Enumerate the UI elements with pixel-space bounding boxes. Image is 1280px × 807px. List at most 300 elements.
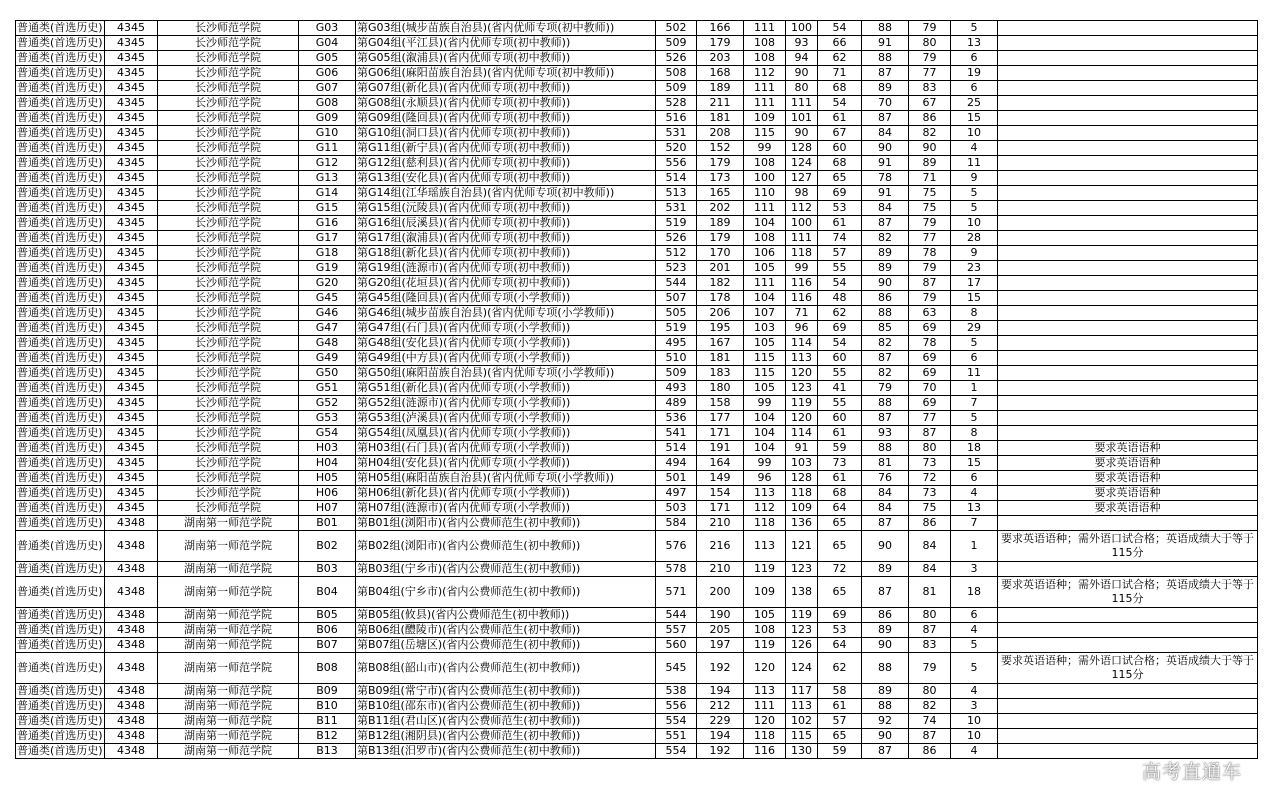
cell-category: 普通类(首选历史): [17, 471, 103, 484]
table-row: [16, 562, 1258, 577]
cell-group-name: 第H07组(涟源市)(省内优师专项(小学教师)): [356, 501, 656, 516]
cell-group-code: B12: [299, 729, 356, 744]
cell-group-name: 第G08组(永顺县)(省内优师专项(初中教师)): [356, 96, 656, 111]
cell-score-b: 123: [786, 562, 818, 577]
cell-score-e: 79: [909, 21, 951, 36]
cell-category: 普通类(首选历史): [17, 36, 103, 49]
cell-rank-score: 170: [697, 246, 744, 261]
table-row: [16, 471, 1258, 486]
cell-plan-count: 6: [951, 608, 998, 623]
cell-school-name: 湖南第一师范学院: [158, 623, 299, 638]
cell-score-e: 83: [909, 638, 951, 653]
table-row: [16, 306, 1258, 321]
cell-category: 普通类(首选历史): [17, 501, 103, 514]
cell-school-code: 4348: [105, 531, 158, 562]
cell-group-name: 第H04组(安化县)(省内优师专项(小学教师)): [356, 456, 656, 471]
cell-rank-score: 183: [697, 366, 744, 381]
cell-note: 要求英语语种；需外语口试合格；英语成绩大于等于115分: [998, 531, 1258, 562]
cell-rank-score: 192: [697, 744, 744, 759]
cell-school-name: 湖南第一师范学院: [158, 577, 299, 608]
cell-score-c: 54: [818, 96, 862, 111]
cell-group-name: 第G16组(辰溪县)(省内优师专项(初中教师)): [356, 216, 656, 231]
cell-score-e: 77: [909, 66, 951, 81]
cell-score-a: 107: [744, 306, 786, 321]
cell-score-d: 86: [862, 291, 909, 306]
cell-category: 普通类(首选历史): [17, 714, 103, 727]
cell-school-name: 长沙师范学院: [158, 216, 299, 231]
cell-group-name: 第B08组(韶山市)(省内公费师范生(初中教师)): [356, 653, 656, 684]
cell-total-score: 513: [656, 186, 697, 201]
cell-score-c: 59: [818, 744, 862, 759]
table-row: [16, 516, 1258, 531]
cell-score-e: 87: [909, 729, 951, 744]
cell-note: [998, 623, 1258, 638]
cell-score-e: 84: [909, 562, 951, 577]
cell-plan-count: 6: [951, 51, 998, 66]
cell-category: 普通类(首选历史): [17, 366, 103, 379]
cell-score-e: 80: [909, 36, 951, 51]
cell-score-c: 71: [818, 66, 862, 81]
cell-plan-count: 13: [951, 501, 998, 516]
cell-score-b: 91: [786, 441, 818, 456]
cell-plan-count: 4: [951, 486, 998, 501]
cell-category: 普通类(首选历史): [17, 623, 103, 636]
cell-score-d: 90: [862, 531, 909, 562]
cell-note: 要求英语语种；需外语口试合格；英语成绩大于等于115分: [998, 653, 1258, 684]
cell-plan-count: 6: [951, 471, 998, 486]
cell-score-e: 79: [909, 653, 951, 684]
table-row: [16, 186, 1258, 201]
cell-score-a: 99: [744, 141, 786, 156]
cell-school-code: 4348: [105, 577, 158, 608]
cell-score-a: 113: [744, 531, 786, 562]
cell-total-score: 519: [656, 321, 697, 336]
cell-school-name: 长沙师范学院: [158, 456, 299, 471]
cell-total-score: 503: [656, 501, 697, 516]
table-row: [16, 171, 1258, 186]
cell-rank-score: 194: [697, 729, 744, 744]
cell-rank-score: 189: [697, 81, 744, 96]
cell-score-a: 118: [744, 729, 786, 744]
cell-score-d: 88: [862, 441, 909, 456]
cell-note: [998, 201, 1258, 216]
cell-note: [998, 186, 1258, 201]
cell-score-a: 109: [744, 111, 786, 126]
cell-category: 普通类(首选历史): [17, 276, 103, 289]
cell-group-name: 第G19组(涟源市)(省内优师专项(初中教师)): [356, 261, 656, 276]
cell-group-code: B01: [299, 516, 356, 531]
cell-rank-score: 194: [697, 684, 744, 699]
cell-school-name: 长沙师范学院: [158, 66, 299, 81]
cell-score-c: 68: [818, 486, 862, 501]
cell-score-e: 63: [909, 306, 951, 321]
cell-school-code: 4345: [105, 336, 158, 351]
cell-note: [998, 351, 1258, 366]
cell-note: [998, 171, 1258, 186]
table-row: [16, 81, 1258, 96]
cell-category: 普通类(首选历史): [17, 441, 103, 454]
cell-group-code: G17: [299, 231, 356, 246]
cell-score-b: 98: [786, 186, 818, 201]
cell-school-name: 长沙师范学院: [158, 441, 299, 456]
cell-score-b: 119: [786, 396, 818, 411]
cell-category: 普通类(首选历史): [17, 51, 103, 64]
cell-note: 要求英语语种: [998, 501, 1258, 516]
cell-score-b: 102: [786, 714, 818, 729]
cell-score-a: 104: [744, 411, 786, 426]
cell-plan-count: 10: [951, 126, 998, 141]
cell-score-e: 70: [909, 381, 951, 396]
table-row: [16, 276, 1258, 291]
cell-note: [998, 276, 1258, 291]
cell-score-b: 119: [786, 608, 818, 623]
table-row: [16, 426, 1258, 441]
cell-note: [998, 51, 1258, 66]
table-row: [16, 36, 1258, 51]
cell-score-d: 84: [862, 126, 909, 141]
cell-group-code: G16: [299, 216, 356, 231]
cell-total-score: 501: [656, 471, 697, 486]
cell-category: 普通类(首选历史): [17, 411, 103, 424]
cell-plan-count: 5: [951, 21, 998, 36]
cell-school-code: 4345: [105, 396, 158, 411]
cell-score-e: 73: [909, 486, 951, 501]
cell-school-name: 长沙师范学院: [158, 291, 299, 306]
cell-school-code: 4345: [105, 141, 158, 156]
cell-total-score: 509: [656, 366, 697, 381]
table-row: [16, 231, 1258, 246]
cell-group-code: G51: [299, 381, 356, 396]
cell-school-code: 4348: [105, 608, 158, 623]
cell-school-code: 4345: [105, 351, 158, 366]
cell-note: [998, 516, 1258, 531]
cell-group-name: 第B06组(醴陵市)(省内公费师范生(初中教师)): [356, 623, 656, 638]
cell-school-name: 长沙师范学院: [158, 186, 299, 201]
cell-category: 普通类(首选历史): [17, 96, 103, 109]
cell-score-d: 86: [862, 608, 909, 623]
cell-rank-score: 212: [697, 699, 744, 714]
cell-group-code: H03: [299, 441, 356, 456]
cell-group-name: 第G52组(涟源市)(省内优师专项(小学教师)): [356, 396, 656, 411]
cell-category: 普通类(首选历史): [17, 638, 103, 651]
cell-score-c: 69: [818, 186, 862, 201]
cell-score-a: 116: [744, 744, 786, 759]
table-row: [16, 381, 1258, 396]
cell-score-b: 116: [786, 276, 818, 291]
cell-group-name: 第B07组(岳塘区)(省内公费师范生(初中教师)): [356, 638, 656, 653]
cell-score-c: 54: [818, 21, 862, 36]
cell-score-e: 86: [909, 516, 951, 531]
cell-score-c: 48: [818, 291, 862, 306]
cell-group-code: G47: [299, 321, 356, 336]
cell-score-a: 99: [744, 396, 786, 411]
cell-score-c: 61: [818, 426, 862, 441]
cell-rank-score: 203: [697, 51, 744, 66]
cell-category: 普通类(首选历史): [17, 21, 103, 34]
cell-school-code: 4345: [105, 81, 158, 96]
cell-score-e: 75: [909, 201, 951, 216]
cell-note: 要求英语语种: [998, 486, 1258, 501]
cell-group-name: 第H05组(麻阳苗族自治县)(省内优师专项(小学教师)): [356, 471, 656, 486]
cell-group-code: B08: [299, 653, 356, 684]
cell-total-score: 516: [656, 111, 697, 126]
table-row: [16, 396, 1258, 411]
cell-plan-count: 15: [951, 291, 998, 306]
cell-plan-count: 10: [951, 714, 998, 729]
cell-rank-score: 180: [697, 381, 744, 396]
cell-group-code: B06: [299, 623, 356, 638]
cell-group-name: 第H06组(新化县)(省内优师专项(小学教师)): [356, 486, 656, 501]
cell-school-name: 长沙师范学院: [158, 381, 299, 396]
cell-total-score: 512: [656, 246, 697, 261]
cell-school-name: 长沙师范学院: [158, 171, 299, 186]
cell-category: 普通类(首选历史): [17, 306, 103, 319]
cell-note: [998, 111, 1258, 126]
cell-score-e: 86: [909, 744, 951, 759]
cell-total-score: 494: [656, 456, 697, 471]
cell-score-b: 103: [786, 456, 818, 471]
cell-total-score: 505: [656, 306, 697, 321]
cell-group-code: G09: [299, 111, 356, 126]
cell-plan-count: 5: [951, 186, 998, 201]
cell-school-name: 湖南第一师范学院: [158, 608, 299, 623]
cell-total-score: 578: [656, 562, 697, 577]
cell-group-name: 第B02组(浏阳市)(省内公费师范生(初中教师)): [356, 531, 656, 562]
cell-score-e: 71: [909, 171, 951, 186]
cell-school-name: 湖南第一师范学院: [158, 699, 299, 714]
cell-note: [998, 246, 1258, 261]
cell-total-score: 519: [656, 216, 697, 231]
cell-school-code: 4345: [105, 441, 158, 456]
cell-school-name: 湖南第一师范学院: [158, 516, 299, 531]
cell-score-b: 124: [786, 653, 818, 684]
cell-score-c: 69: [818, 608, 862, 623]
cell-school-code: 4348: [105, 744, 158, 759]
cell-rank-score: 202: [697, 201, 744, 216]
cell-category: 普通类(首选历史): [17, 246, 103, 259]
cell-plan-count: 4: [951, 744, 998, 759]
cell-group-code: G53: [299, 411, 356, 426]
cell-school-code: 4348: [105, 684, 158, 699]
cell-school-name: 湖南第一师范学院: [158, 729, 299, 744]
table-row: [16, 246, 1258, 261]
cell-total-score: 523: [656, 261, 697, 276]
cell-score-e: 72: [909, 471, 951, 486]
cell-school-name: 湖南第一师范学院: [158, 744, 299, 759]
cell-school-code: 4345: [105, 96, 158, 111]
cell-score-c: 73: [818, 456, 862, 471]
cell-category: 普通类(首选历史): [17, 486, 103, 499]
cell-total-score: 531: [656, 201, 697, 216]
cell-total-score: 514: [656, 171, 697, 186]
cell-score-c: 65: [818, 577, 862, 608]
cell-group-name: 第G20组(花垣县)(省内优师专项(初中教师)): [356, 276, 656, 291]
cell-group-code: G50: [299, 366, 356, 381]
cell-school-code: 4348: [105, 638, 158, 653]
cell-plan-count: 7: [951, 516, 998, 531]
cell-plan-count: 13: [951, 36, 998, 51]
cell-rank-score: 182: [697, 276, 744, 291]
cell-score-e: 79: [909, 51, 951, 66]
cell-score-d: 92: [862, 714, 909, 729]
cell-plan-count: 15: [951, 111, 998, 126]
cell-score-a: 115: [744, 126, 786, 141]
cell-score-e: 69: [909, 366, 951, 381]
cell-rank-score: 158: [697, 396, 744, 411]
cell-note: [998, 684, 1258, 699]
cell-score-d: 70: [862, 96, 909, 111]
cell-group-code: G52: [299, 396, 356, 411]
cell-school-code: 4345: [105, 171, 158, 186]
cell-school-name: 长沙师范学院: [158, 141, 299, 156]
cell-score-d: 87: [862, 744, 909, 759]
cell-score-d: 89: [862, 562, 909, 577]
cell-rank-score: 164: [697, 456, 744, 471]
cell-score-b: 138: [786, 577, 818, 608]
cell-score-b: 117: [786, 684, 818, 699]
cell-category: 普通类(首选历史): [17, 396, 103, 409]
cell-school-name: 长沙师范学院: [158, 231, 299, 246]
table-row: [16, 501, 1258, 516]
cell-group-name: 第G07组(新化县)(省内优师专项(初中教师)): [356, 81, 656, 96]
cell-group-code: B11: [299, 714, 356, 729]
cell-note: [998, 699, 1258, 714]
cell-score-c: 57: [818, 246, 862, 261]
cell-group-name: 第G06组(麻阳苗族自治县)(省内优师专项(初中教师)): [356, 66, 656, 81]
cell-school-name: 长沙师范学院: [158, 501, 299, 516]
cell-school-name: 湖南第一师范学院: [158, 684, 299, 699]
cell-score-a: 104: [744, 426, 786, 441]
cell-note: [998, 81, 1258, 96]
cell-rank-score: 177: [697, 411, 744, 426]
cell-score-b: 114: [786, 426, 818, 441]
cell-score-d: 90: [862, 141, 909, 156]
cell-score-a: 105: [744, 261, 786, 276]
cell-score-c: 62: [818, 306, 862, 321]
cell-score-d: 91: [862, 156, 909, 171]
cell-score-e: 69: [909, 351, 951, 366]
cell-score-c: 65: [818, 171, 862, 186]
cell-note: [998, 231, 1258, 246]
cell-group-name: 第G12组(慈利县)(省内优师专项(初中教师)): [356, 156, 656, 171]
cell-note: [998, 66, 1258, 81]
cell-score-a: 108: [744, 36, 786, 51]
cell-score-b: 90: [786, 66, 818, 81]
cell-score-a: 109: [744, 577, 786, 608]
cell-score-a: 111: [744, 699, 786, 714]
cell-score-a: 103: [744, 321, 786, 336]
cell-category: 普通类(首选历史): [17, 608, 103, 621]
cell-total-score: 544: [656, 276, 697, 291]
cell-plan-count: 10: [951, 729, 998, 744]
table-row: [16, 714, 1258, 729]
cell-score-c: 61: [818, 111, 862, 126]
cell-group-name: 第G03组(城步苗族自治县)(省内优师专项(初中教师)): [356, 21, 656, 36]
cell-score-c: 53: [818, 623, 862, 638]
cell-note: [998, 562, 1258, 577]
cell-total-score: 514: [656, 441, 697, 456]
cell-score-a: 118: [744, 516, 786, 531]
cell-school-code: 4348: [105, 562, 158, 577]
cell-score-e: 81: [909, 577, 951, 608]
cell-score-e: 77: [909, 231, 951, 246]
cell-group-name: 第G53组(泸溪县)(省内优师专项(小学教师)): [356, 411, 656, 426]
cell-category: 普通类(首选历史): [17, 291, 103, 304]
cell-score-b: 109: [786, 501, 818, 516]
cell-group-code: G20: [299, 276, 356, 291]
cell-score-a: 119: [744, 638, 786, 653]
cell-score-c: 62: [818, 51, 862, 66]
cell-score-d: 82: [862, 231, 909, 246]
cell-rank-score: 189: [697, 216, 744, 231]
cell-score-e: 69: [909, 321, 951, 336]
table-row: [16, 156, 1258, 171]
cell-score-d: 90: [862, 638, 909, 653]
cell-group-code: G04: [299, 36, 356, 51]
table-row: [16, 111, 1258, 126]
cell-school-code: 4345: [105, 501, 158, 516]
table-row: [16, 699, 1258, 714]
cell-school-code: 4345: [105, 306, 158, 321]
cell-category: 普通类(首选历史): [17, 381, 103, 394]
cell-score-c: 53: [818, 201, 862, 216]
cell-school-name: 长沙师范学院: [158, 36, 299, 51]
table-row: [16, 623, 1258, 638]
cell-total-score: 556: [656, 699, 697, 714]
cell-rank-score: 179: [697, 36, 744, 51]
cell-score-c: 54: [818, 336, 862, 351]
cell-rank-score: 195: [697, 321, 744, 336]
cell-total-score: 544: [656, 608, 697, 623]
cell-score-a: 111: [744, 276, 786, 291]
cell-score-d: 78: [862, 171, 909, 186]
cell-score-b: 128: [786, 141, 818, 156]
cell-score-b: 71: [786, 306, 818, 321]
table-row: [16, 261, 1258, 276]
cell-group-code: G11: [299, 141, 356, 156]
cell-rank-score: 211: [697, 96, 744, 111]
cell-score-c: 61: [818, 699, 862, 714]
cell-school-code: 4345: [105, 381, 158, 396]
cell-score-d: 87: [862, 111, 909, 126]
cell-plan-count: 10: [951, 216, 998, 231]
cell-note: [998, 126, 1258, 141]
admission-score-table: [15, 20, 1258, 759]
cell-group-code: H06: [299, 486, 356, 501]
cell-school-code: 4348: [105, 714, 158, 729]
cell-group-name: 第G09组(隆回县)(省内优师专项(初中教师)): [356, 111, 656, 126]
cell-score-d: 88: [862, 51, 909, 66]
cell-note: [998, 714, 1258, 729]
cell-score-e: 80: [909, 684, 951, 699]
watermark-text: 高考直通车: [1142, 761, 1243, 783]
cell-plan-count: 3: [951, 562, 998, 577]
cell-score-c: 64: [818, 638, 862, 653]
table-row: [16, 653, 1258, 684]
cell-group-code: G46: [299, 306, 356, 321]
table-row: [16, 201, 1258, 216]
cell-rank-score: 200: [697, 577, 744, 608]
cell-rank-score: 192: [697, 653, 744, 684]
cell-group-name: 第G46组(城步苗族自治县)(省内优师专项(小学教师)): [356, 306, 656, 321]
table-row: [16, 126, 1258, 141]
cell-score-b: 136: [786, 516, 818, 531]
cell-score-d: 87: [862, 577, 909, 608]
cell-group-code: G15: [299, 201, 356, 216]
cell-score-c: 61: [818, 216, 862, 231]
cell-score-b: 126: [786, 638, 818, 653]
cell-plan-count: 8: [951, 306, 998, 321]
